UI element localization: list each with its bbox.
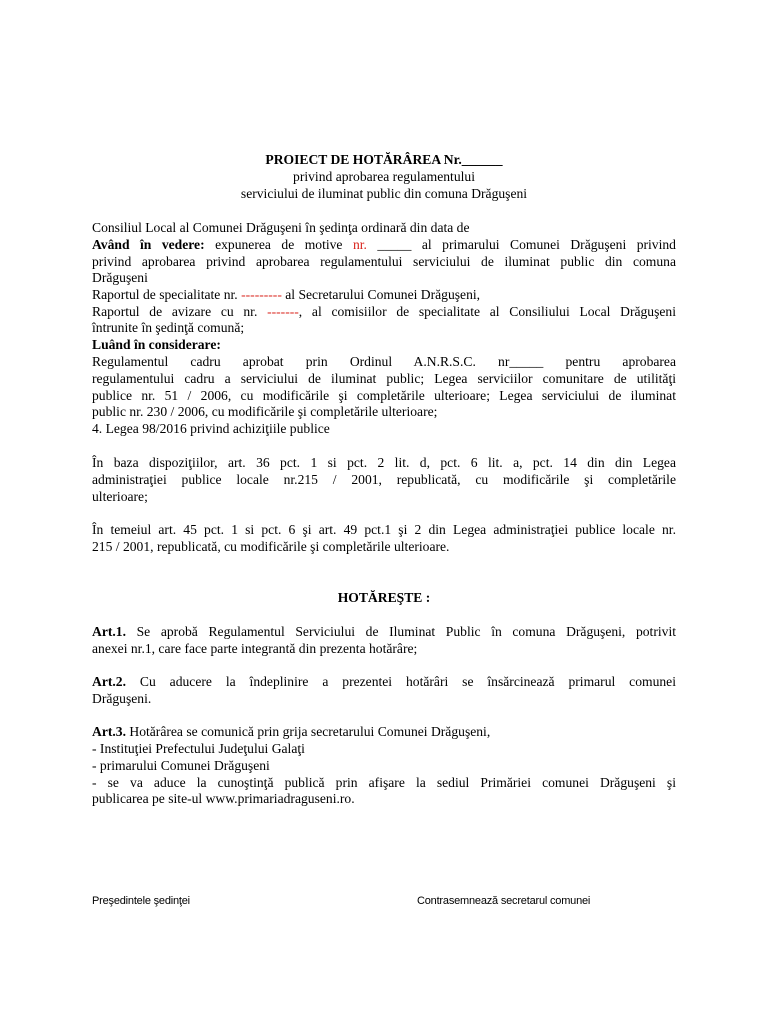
baza-line-3: ulterioare; bbox=[92, 489, 148, 504]
raport-avizare-line-2: întrunite în şedinţă comună; bbox=[92, 320, 245, 335]
raport-avizare-line-1 bbox=[92, 304, 676, 320]
art3-line-5: publicarea pe site-ul www.primariadraguseni.ro. bbox=[92, 791, 355, 806]
considerare-line-2: regulamentului cadru a serviciului de iluminat public; Legea serviciilor comunitare de utilităţi bbox=[92, 371, 676, 386]
raport-specialitate bbox=[92, 287, 480, 303]
raport1-text-a: Raportul de specialitate nr. bbox=[92, 287, 242, 302]
art1-line-1 bbox=[92, 624, 676, 640]
art3-line-1 bbox=[92, 724, 490, 740]
art3-text: Hotărârea se comunică prin grija secretarului Comunei Drăguşeni, bbox=[125, 724, 491, 739]
document-title: PROIECT DE HOTĂRÂREA Nr.______ bbox=[265, 152, 503, 167]
temeiul-line-2: 215 / 2001, republicată, cu modificările şi completările ulterioare. bbox=[92, 539, 450, 554]
hotaraste-heading: HOTĂREŞTE : bbox=[337, 590, 431, 605]
raport1-dash: --------- bbox=[241, 287, 282, 302]
footer-secretar: Contrasemnează secretarul comunei bbox=[417, 895, 591, 907]
art3-label: Art.3. bbox=[92, 724, 126, 739]
art2-line-2: Drăguşeni. bbox=[92, 691, 152, 706]
considerare-line-5: 4. Legea 98/2016 privind achiziţiile publice bbox=[92, 421, 330, 436]
art1-label: Art.1. bbox=[92, 624, 126, 639]
avand-blank: _____ bbox=[366, 237, 412, 252]
avand-nr: nr. bbox=[352, 237, 367, 252]
intro-line: Consiliul Local al Comunei Drăguşeni în şedinţa ordinară din data de bbox=[92, 220, 470, 235]
considerare-label: Luând în considerare: bbox=[92, 337, 221, 352]
considerare-line-1: Regulamentul cadru aprobat prin Ordinul A.N.R.S.C. nr_____ pentru aprobarea bbox=[92, 354, 676, 369]
avand-label: Având în vedere: bbox=[92, 237, 205, 252]
art2-label: Art.2. bbox=[92, 674, 126, 689]
art1-line-2: anexei nr.1, care face parte integrantă din prezenta hotărâre; bbox=[92, 641, 418, 656]
art3-line-2: - Instituţiei Prefectului Judeţului Galaţi bbox=[92, 741, 305, 756]
avand-paragraph-line-2: privind aprobarea privind aprobarea regulamentului serviciului de iluminat public din comuna bbox=[92, 254, 676, 269]
avand-paragraph-line-1 bbox=[92, 237, 676, 253]
raport2-dash: ------- bbox=[267, 304, 299, 319]
art2-line-1 bbox=[92, 674, 676, 690]
document-subtitle-1: privind aprobarea regulamentului bbox=[293, 169, 475, 184]
avand-paragraph-line-3: Drăguşeni bbox=[92, 270, 148, 285]
considerare-line-3: publice nr. 51 / 2006, cu modificările şi completările ulterioare; Legea serviciului de iluminat bbox=[92, 388, 676, 403]
art3-line-4: - se va aduce la cunoştinţă publică prin afişare la sediul Primăriei comunei Drăguşeni şi bbox=[92, 775, 676, 790]
avand-text-a: expunerea de motive bbox=[204, 237, 353, 252]
footer-presedinte: Preşedintele şedinţei bbox=[92, 895, 190, 907]
raport1-text-b: al Secretarului Comunei Drăguşeni, bbox=[281, 287, 481, 302]
raport2-text-a: Raportul de avizare cu nr. bbox=[92, 304, 268, 319]
baza-line-2: administraţiei publice locale nr.215 / 2001, republicată, cu modificările şi completările bbox=[92, 472, 676, 487]
document-subtitle-2: serviciului de iluminat public din comuna Drăguşeni bbox=[240, 186, 528, 201]
raport2-text-b: , al comisiilor de specialitate al Consiliului Local Drăguşeni bbox=[298, 304, 676, 319]
temeiul-line-1: În temeiul art. 45 pct. 1 si pct. 6 şi art. 49 pct.1 şi 2 din Legea administraţiei publice locale nr. bbox=[92, 522, 676, 537]
art2-text: Cu aducere la îndeplinire a prezentei hotărâri se însărcinează primarul comunei bbox=[125, 674, 676, 689]
avand-text-b: al primarului Comunei Drăguşeni privind bbox=[411, 237, 676, 252]
considerare-line-4: public nr. 230 / 2006, cu modificările şi completările ulterioare; bbox=[92, 404, 438, 419]
art1-text: Se aprobă Regulamentul Serviciului de Iluminat Public în comuna Drăguşeni, potrivit bbox=[125, 624, 676, 639]
art3-line-3: - primarului Comunei Drăguşeni bbox=[92, 758, 270, 773]
baza-line-1: În baza dispoziţiilor, art. 36 pct. 1 si pct. 2 lit. d, pct. 6 lit. a, pct. 14 din din Legea bbox=[92, 455, 676, 470]
